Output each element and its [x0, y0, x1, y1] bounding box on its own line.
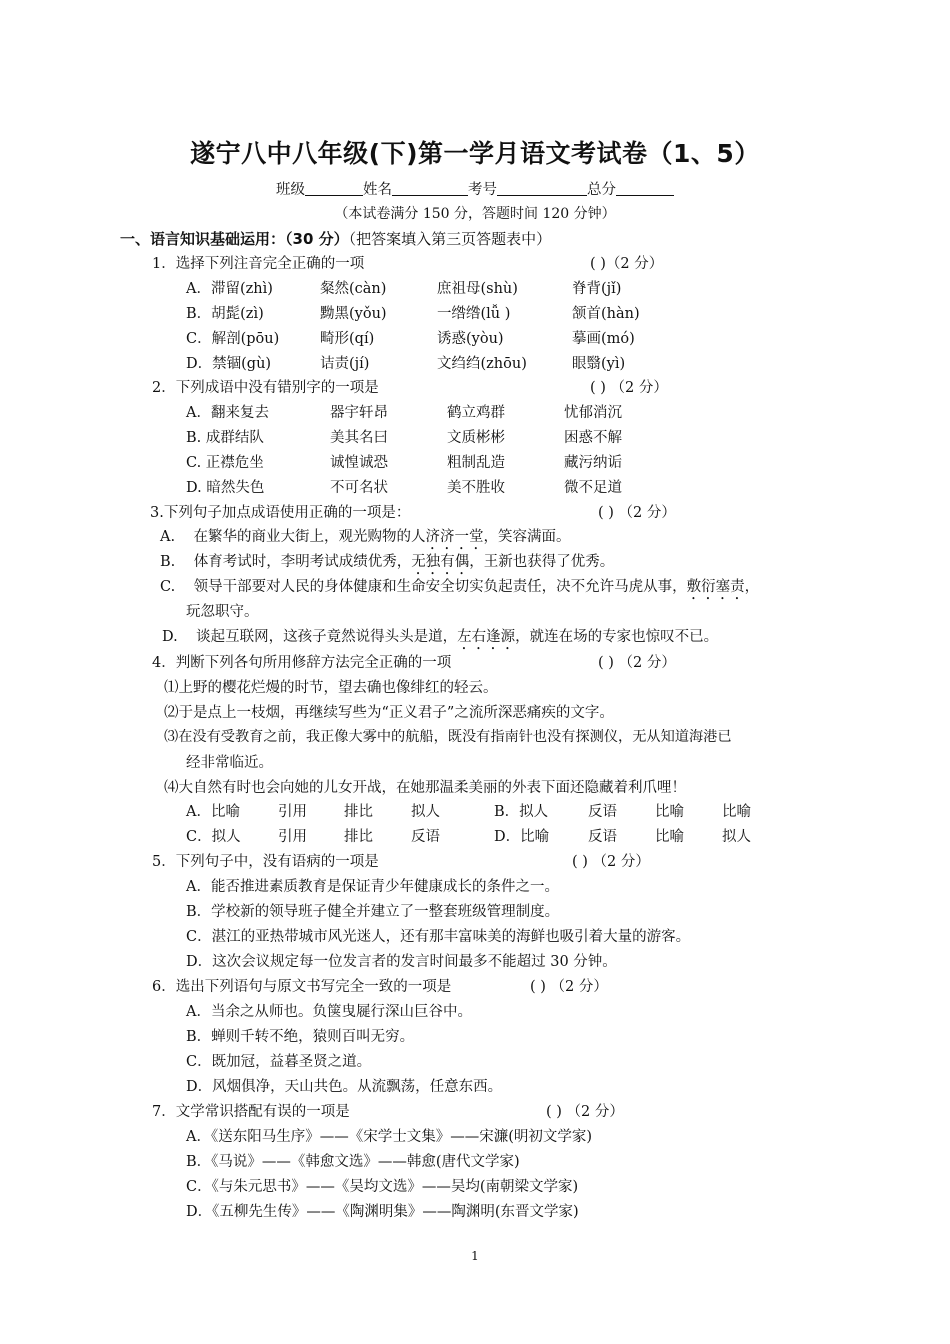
q4-option-c-3: 排比	[344, 829, 373, 845]
q6-mark: ( ) （2 分）	[530, 979, 608, 995]
q1-option-a-word2: 粲然(càn)	[320, 281, 387, 297]
q4-sentence-3-continued: 经非常临近。	[186, 755, 273, 771]
q3-option-b-post: ，王新也获得了优秀。	[469, 554, 615, 570]
q3-option-c-letter: C.	[160, 579, 176, 595]
q3-option-c-idiom: 敷衍塞责	[686, 579, 745, 595]
q6-option-d: D．风烟俱净，天山共色。从流飘荡，任意东西。	[186, 1079, 503, 1095]
q3-option-d-pre: 谈起互联网，这孩子竟然说得头头是道，	[196, 629, 458, 645]
q2-option-c-word3: 粗制乱造	[447, 455, 505, 471]
exam-note: （本试卷满分 150 分，答题时间 120 分钟）	[334, 206, 616, 222]
q4-option-d-4: 拟人	[722, 829, 751, 845]
q5-option-c: C．湛江的亚热带城市风光迷人，还有那丰富味美的海鲜也吸引着大量的游客。	[186, 929, 691, 945]
q3-stem: 3.下列句子加点成语使用正确的一项是：	[150, 505, 411, 521]
q5-stem: 5．下列句子中，没有语病的一项是	[152, 854, 379, 870]
q1-option-c: C．解剖(pōu)	[186, 331, 280, 347]
q4-option-d-3: 比喻	[655, 829, 684, 845]
q2-mark: ( ) （2 分）	[590, 380, 668, 396]
q7-mark: ( ) （2 分）	[546, 1104, 624, 1120]
q4-option-c-4: 反语	[411, 829, 440, 845]
q2-option-b-word4: 困惑不解	[564, 430, 622, 446]
q1-stem: 1．选择下列注音完全正确的一项	[152, 256, 365, 272]
q2-option-d-word3: 美不胜收	[447, 480, 505, 496]
q4-option-b-3: 比喻	[655, 804, 684, 820]
class-blank[interactable]	[305, 180, 363, 196]
q2-option-c: C. 正襟危坐	[186, 455, 264, 471]
q2-option-c-word2: 诚惶诚恐	[330, 455, 388, 471]
q7-option-b: B．《马说》——《韩愈文选》——韩愈(唐代文学家)	[186, 1154, 520, 1170]
q3-option-a	[160, 525, 571, 553]
q3-option-b-pre: 体育考试时，李明考试成绩优秀，	[193, 554, 412, 570]
q1-option-d: D．禁锢(gù)	[186, 356, 272, 372]
q3-option-b-idiom: 无独有偶	[411, 554, 470, 570]
q2-option-d-word2: 不可名状	[330, 480, 388, 496]
q3-option-a-pre: 在繁华的商业大街上，观光购物的人	[193, 529, 426, 545]
score-blank[interactable]	[616, 180, 674, 196]
section-title: 一、语言知识基础运用：（30 分）	[120, 230, 349, 248]
q2-option-d-word4: 微不足道	[564, 480, 622, 496]
q4-option-c: C．拟人	[186, 829, 241, 845]
q7-option-d: D．《五柳先生传》——《陶渊明集》——陶渊明(东晋文学家)	[186, 1204, 579, 1220]
q4-option-d: D．比喻	[494, 829, 550, 845]
q1-option-c-word4: 摹画(mó)	[572, 331, 635, 347]
q1-option-d-word2: 诘责(jí)	[320, 356, 370, 372]
q3-option-d	[162, 625, 718, 653]
q6-stem: 6．选出下列语句与原文书写完全一致的一项是	[152, 979, 452, 995]
q5-mark: ( ) （2 分）	[572, 854, 650, 870]
q3-option-c-post: ，	[744, 579, 760, 595]
q1-option-b: B．胡髭(zì)	[186, 306, 264, 322]
q3-option-c-continued: 玩忽职守。	[186, 604, 259, 620]
q5-option-a: A．能否推进素质教育是保证青少年健康成长的条件之一。	[186, 879, 559, 895]
q3-option-a-post: ，笑容满面。	[483, 529, 571, 545]
q3-option-b	[160, 550, 614, 578]
q3-option-a-letter: A.	[160, 529, 176, 545]
q7-stem: 7．文学常识搭配有误的一项是	[152, 1104, 350, 1120]
section-heading	[120, 228, 551, 249]
q1-option-c-word2: 畸形(qí)	[320, 331, 375, 347]
q4-sentence-2: ⑵于是点上一枝烟，再继续写些为“正义君子”之流所深恶痛疾的文字。	[164, 705, 614, 721]
q4-option-b: B．拟人	[494, 804, 549, 820]
q5-option-b: B．学校新的领导班子健全并建立了一整套班级管理制度。	[186, 904, 560, 920]
q2-option-a-word2: 器宇轩昂	[330, 405, 388, 421]
q4-sentence-3: ⑶在没有受教育之前，我正像大雾中的航船，既没有指南针也没有探测仪，无从知道海港已	[164, 729, 732, 745]
q6-option-a: A．当余之从师也。负箧曳屣行深山巨谷中。	[186, 1004, 472, 1020]
class-label: 班级	[276, 182, 305, 198]
q4-mark: ( ) （2 分）	[598, 655, 676, 671]
q2-option-b-word2: 美其名曰	[330, 430, 388, 446]
q2-option-d: D. 暗然失色	[186, 480, 265, 496]
q3-mark: ( ) （2 分）	[598, 505, 676, 521]
q7-option-c: C．《与朱元思书》——《吴均文选》——吴均(南朝梁文学家)	[186, 1179, 579, 1195]
q4-stem: 4．判断下列各句所用修辞方法完全正确的一项	[152, 655, 452, 671]
q1-option-c-word3: 诱惑(yòu)	[437, 331, 504, 347]
q3-option-c-pre: 领导干部要对人民的身体健康和生命安全切实负起责任，决不允许马虎从事，	[193, 579, 687, 595]
q6-option-b: B．蝉则千转不绝，猿则百叫无穷。	[186, 1029, 415, 1045]
q3-option-d-letter: D.	[162, 629, 178, 645]
q2-stem: 2．下列成语中没有错别字的一项是	[152, 380, 379, 396]
q2-option-a-word3: 鹤立鸡群	[447, 405, 505, 421]
page-number: 1	[471, 1249, 479, 1263]
q4-option-a-3: 排比	[344, 804, 373, 820]
q3-option-d-idiom: 左右逢源	[457, 629, 516, 645]
name-blank[interactable]	[392, 180, 468, 196]
number-blank[interactable]	[497, 180, 587, 196]
q4-sentence-4: ⑷大自然有时也会向她的儿女开战，在她那温柔美丽的外表下面还隐藏着利爪哩！	[164, 780, 686, 796]
q2-option-c-word4: 藏污纳诟	[564, 455, 622, 471]
q3-option-b-letter: B.	[160, 554, 176, 570]
q2-option-a: A．翻来复去	[186, 405, 269, 421]
q3-option-d-post: ，就连在场的专家也惊叹不已。	[515, 629, 719, 645]
q1-option-a: A．滞留(zhì)	[186, 281, 273, 297]
q7-option-a: A．《送东阳马生序》——《宋学士文集》——宋濂(明初文学家)	[186, 1129, 593, 1145]
q4-option-c-2: 引用	[278, 829, 307, 845]
q4-option-a-4: 拟人	[411, 804, 440, 820]
q4-option-a: A．比喻	[186, 804, 240, 820]
q4-option-d-2: 反语	[588, 829, 617, 845]
q4-option-b-4: 比喻	[722, 804, 751, 820]
q1-mark: ( )（2 分）	[590, 256, 664, 272]
q3-option-c	[160, 575, 759, 603]
student-info-line	[0, 178, 950, 199]
q3-option-a-idiom: 济济一堂	[425, 529, 484, 545]
q5-option-d: D．这次会议规定每一位发言者的发言时间最多不能超过 30 分钟。	[186, 954, 617, 970]
q2-option-b-word3: 文质彬彬	[447, 430, 505, 446]
q1-option-d-word3: 文绉绉(zhōu)	[437, 356, 527, 372]
q1-option-a-word4: 脊背(jǐ)	[572, 281, 622, 297]
score-label: 总分	[587, 182, 616, 198]
q2-option-b: B. 成群结队	[186, 430, 264, 446]
number-label: 考号	[468, 182, 497, 198]
exam-title: 遂宁八中八年级(下)第一学月语文考试卷（1、5）	[190, 139, 760, 168]
q6-option-c: C．既加冠，益暮圣贤之道。	[186, 1054, 372, 1070]
q1-option-b-word3: 一绺绺(lǚ )	[437, 306, 511, 322]
q1-option-b-word2: 黝黑(yǒu)	[320, 306, 387, 322]
q4-option-b-2: 反语	[588, 804, 617, 820]
name-label: 姓名	[363, 182, 392, 198]
q4-option-a-2: 引用	[278, 804, 307, 820]
q1-option-b-word4: 颔首(hàn)	[572, 306, 640, 322]
q1-option-d-word4: 眼翳(yì)	[572, 356, 626, 372]
section-hint: （把答案填入第三页答题表中）	[348, 230, 552, 248]
q2-option-a-word4: 忧郁消沉	[564, 405, 622, 421]
q1-option-a-word3: 庶祖母(shù)	[437, 281, 518, 297]
q4-sentence-1: ⑴上野的樱花烂熳的时节，望去确也像绯红的轻云。	[164, 680, 498, 696]
